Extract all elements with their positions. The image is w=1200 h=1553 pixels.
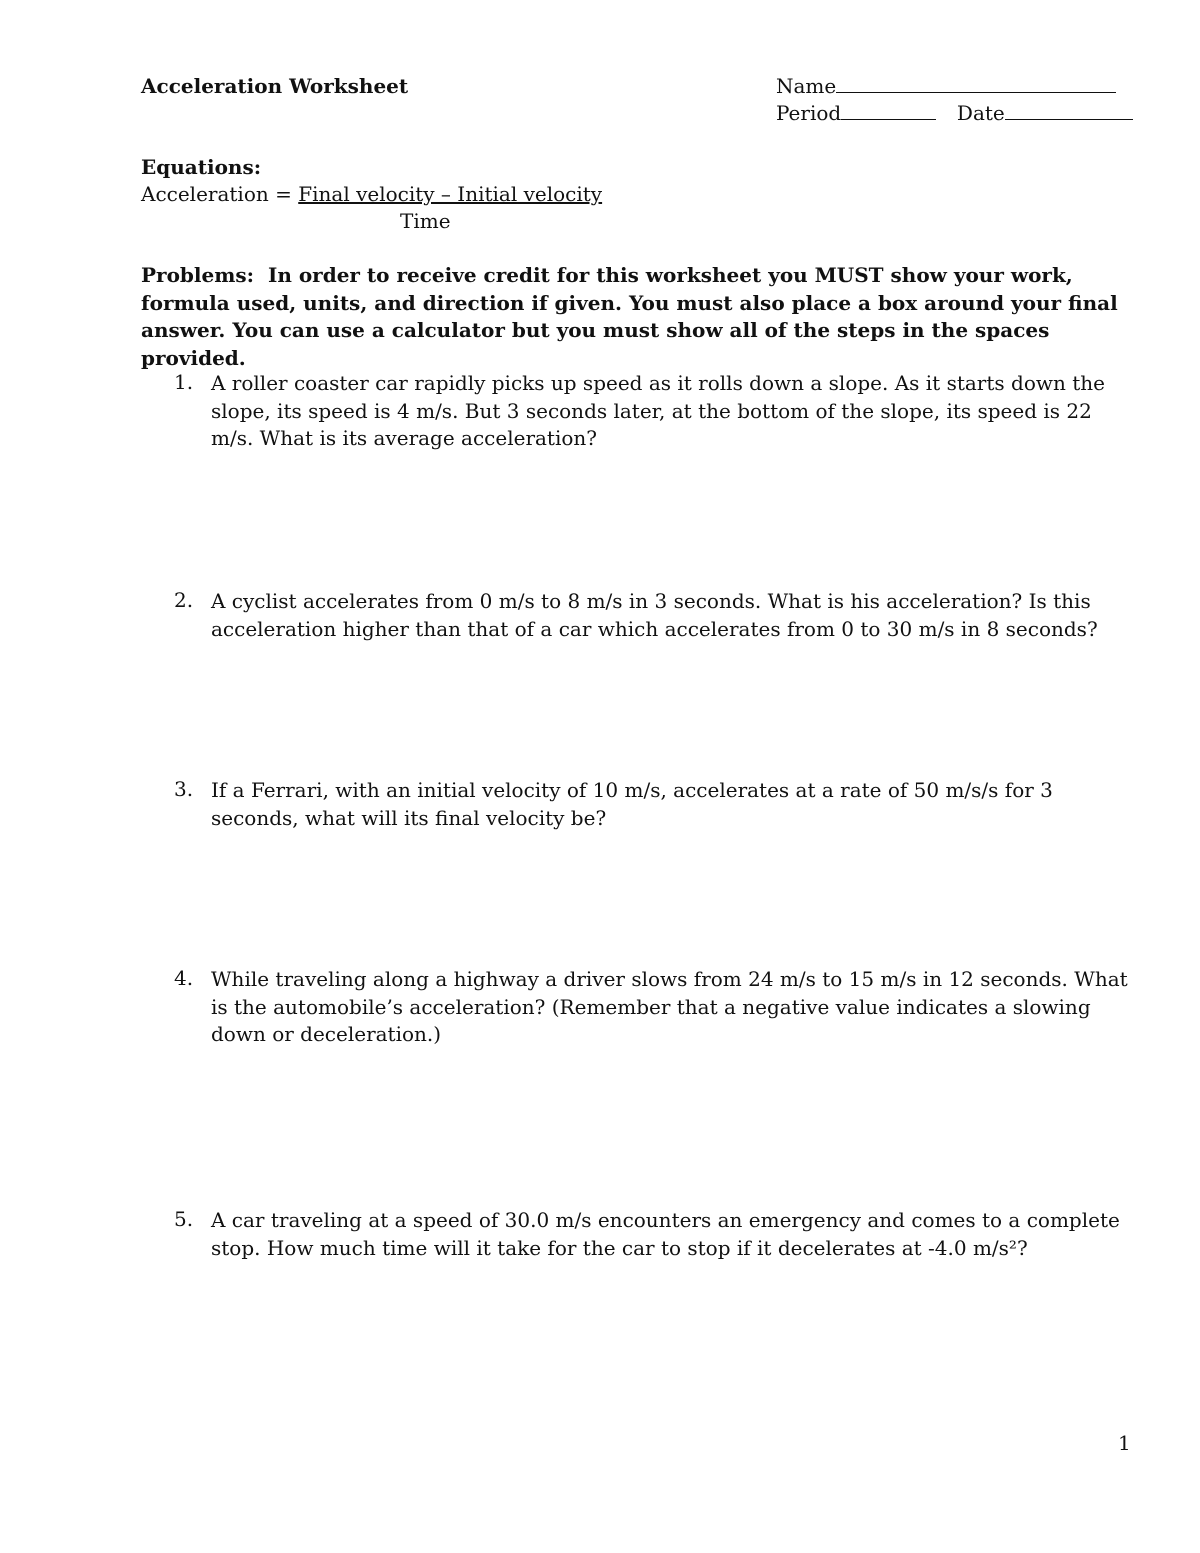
acceleration-equation <box>141 182 602 206</box>
problem-text: A car traveling at a speed of 30.0 m/s encounters an emergency and comes to a complete stop. How much time will it take for the car to stop if it decelerates at -4.0 m/s²? <box>211 1208 1120 1260</box>
problem-text: A cyclist accelerates from 0 m/s to 8 m/s in 3 seconds. What is his acceleration? Is this acceleration higher than that of a car which accelerates from 0 to 30 m/s in 8 seconds? <box>211 589 1098 641</box>
name-blank[interactable] <box>836 74 1116 93</box>
equation-numerator: Final velocity – Initial velocity <box>298 182 603 206</box>
page-number: 1 <box>1118 1431 1131 1455</box>
name-label: Name <box>776 74 837 98</box>
instructions <box>141 262 1131 372</box>
problem-number: 2. <box>174 588 194 612</box>
instructions-text: In order to receive credit for this worksheet you MUST show your work, formula used, units, and direction if given. You must also place a box around your final answer. You can use a calculator but you must show all of the steps in the spaces provided. <box>141 263 1118 370</box>
problem-number: 3. <box>174 777 194 801</box>
problem-number: 5. <box>174 1207 194 1231</box>
problem-number: 4. <box>174 966 194 990</box>
date-label: Date <box>956 101 1005 125</box>
equations-heading: Equations: <box>141 155 262 179</box>
name-field[interactable] <box>776 74 1116 98</box>
problem-number: 1. <box>174 370 194 394</box>
equation-denominator: Time <box>400 209 451 233</box>
problem-text: A roller coaster car rapidly picks up speed as it rolls down a slope. As it starts down the slope, its speed is 4 m/s. But 3 seconds later, at the bottom of the slope, its speed is 22 m/s. What is its average acceleration? <box>211 371 1105 450</box>
equation-lhs: Acceleration = <box>141 182 299 206</box>
period-date-row <box>776 101 1133 125</box>
problem-text: While traveling along a highway a driver slows from 24 m/s to 15 m/s in 12 seconds. What is the automobile’s acceleration? (Remember that a negative value indicates a slowing down or deceleration.) <box>211 967 1128 1046</box>
problem-text: If a Ferrari, with an initial velocity of 10 m/s, accelerates at a rate of 50 m/s/s for 3 seconds, what will its final velocity be? <box>211 778 1053 830</box>
period-label: Period <box>776 101 842 125</box>
period-blank[interactable] <box>841 101 936 120</box>
worksheet-title: Acceleration Worksheet <box>141 74 409 98</box>
date-blank[interactable] <box>1005 101 1133 120</box>
instructions-label: Problems: <box>141 263 255 287</box>
